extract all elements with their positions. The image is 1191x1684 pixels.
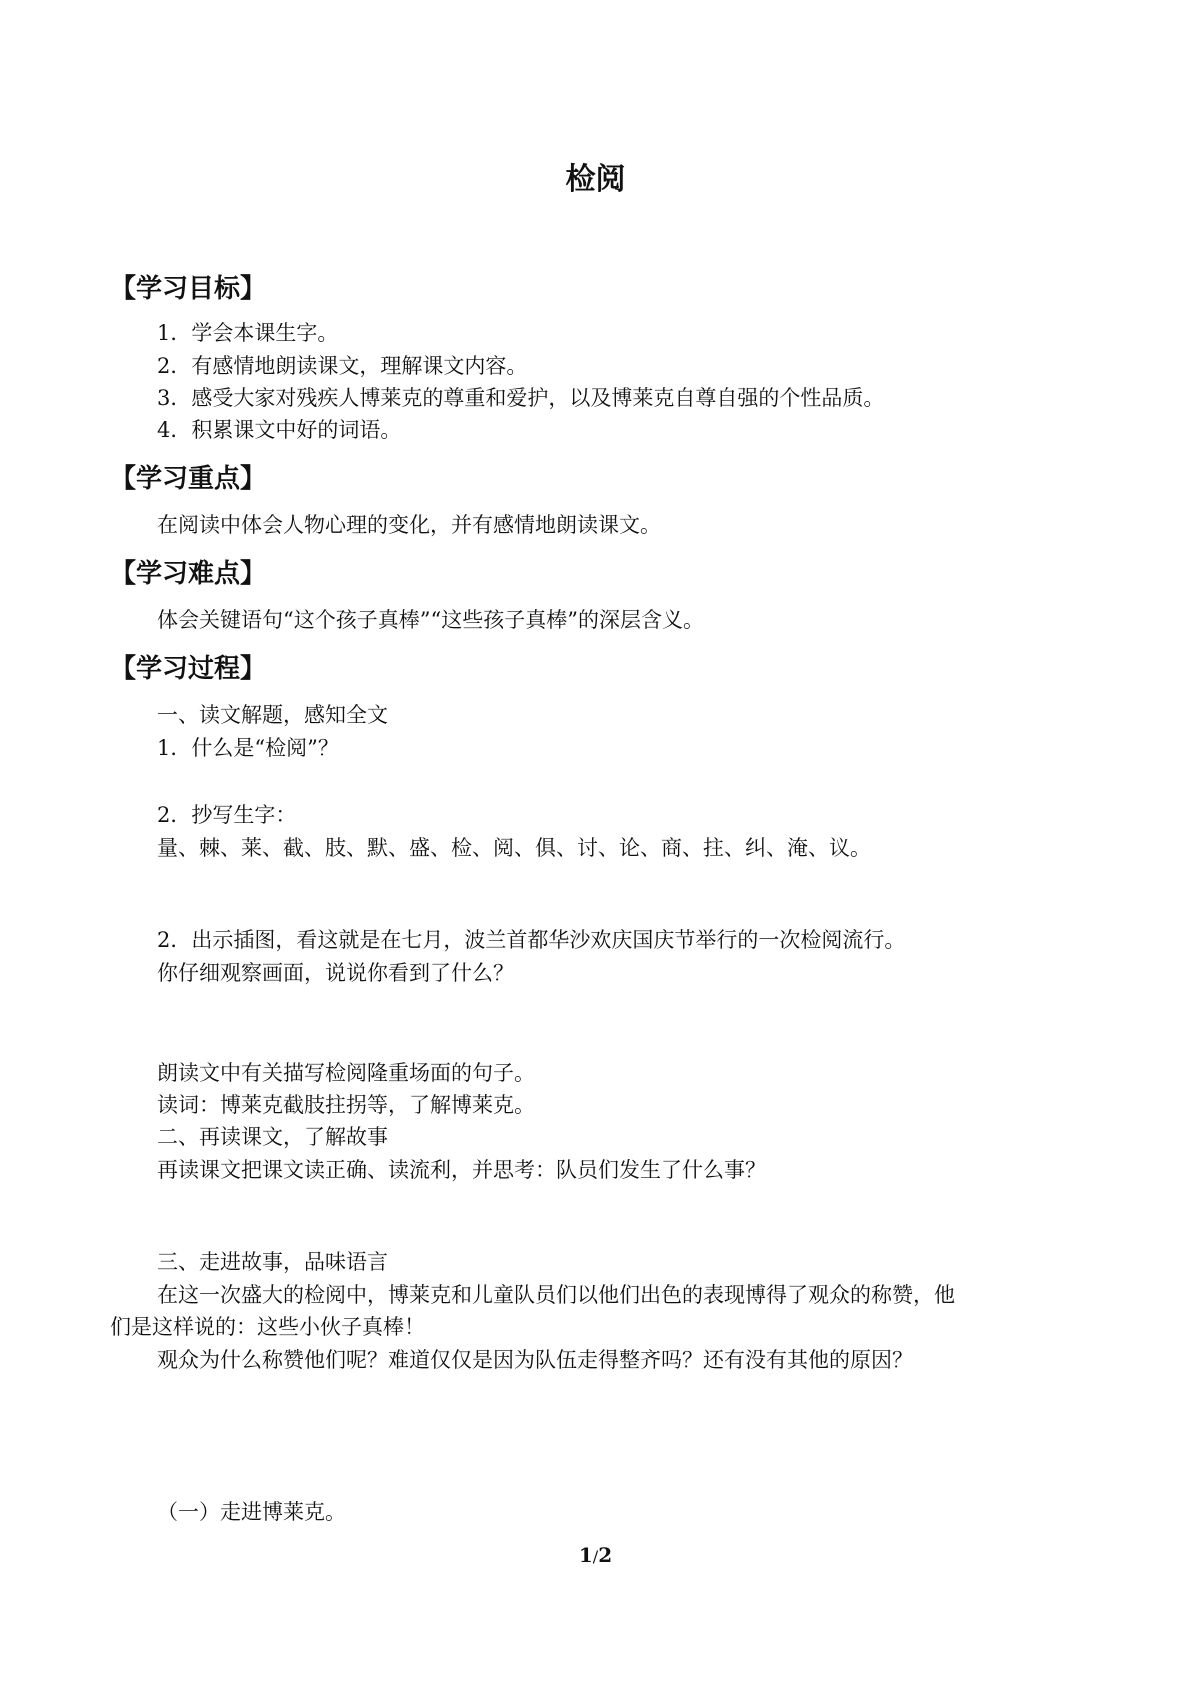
process-line: 朗读文中有关描写检阅隆重场面的句子。 bbox=[157, 1061, 535, 1085]
objective-item-4: 4．积累课文中好的词语。 bbox=[157, 418, 402, 442]
process-line: 2．出示插图，看这就是在七月，波兰首都华沙欢庆国庆节举行的一次检阅流行。 bbox=[157, 928, 906, 952]
key-points-text: 在阅读中体会人物心理的变化，并有感情地朗读课文。 bbox=[157, 513, 661, 537]
process-line: 读词：博莱克截肢拄拐等，了解博莱克。 bbox=[157, 1093, 535, 1117]
process-line: 在这一次盛大的检阅中，博莱克和儿童队员们以他们出色的表现博得了观众的称赞，他 bbox=[157, 1283, 955, 1307]
process-line: 二、再读课文，了解故事 bbox=[157, 1125, 388, 1149]
page-number-separator: / bbox=[592, 1547, 599, 1566]
process-line: 一、读文解题，感知全文 bbox=[157, 703, 388, 727]
process-line: 观众为什么称赞他们呢？难道仅仅是因为队伍走得整齐吗？还有没有其他的原因？ bbox=[157, 1348, 913, 1372]
page-number-total: 2 bbox=[598, 1543, 613, 1567]
difficulties-text: 体会关键语句“这个孩子真棒”“这些孩子真棒”的深层含义。 bbox=[157, 608, 704, 632]
process-line: 1．什么是“检阅”？ bbox=[157, 736, 339, 760]
objective-item-2: 2．有感情地朗读课文，理解课文内容。 bbox=[157, 354, 528, 378]
process-line: 你仔细观察画面，说说你看到了什么？ bbox=[157, 961, 514, 985]
objective-item-1: 1．学会本课生字。 bbox=[157, 321, 339, 345]
section-heading-process: 【学习过程】 bbox=[110, 654, 267, 684]
process-line: 量、棘、莱、截、肢、默、盛、检、阅、俱、讨、论、商、拄、纠、淹、议。 bbox=[157, 836, 871, 860]
process-line: 三、走进故事，品味语言 bbox=[157, 1250, 388, 1274]
section-heading-objectives: 【学习目标】 bbox=[110, 274, 267, 304]
process-line: 再读课文把课文读正确、读流利，并思考：队员们发生了什么事？ bbox=[157, 1158, 766, 1182]
page-number-current: 1 bbox=[578, 1543, 593, 1567]
section-heading-key-points: 【学习重点】 bbox=[110, 464, 267, 494]
objective-item-3: 3．感受大家对残疾人博莱克的尊重和爱护，以及博莱克自尊自强的个性品质。 bbox=[157, 386, 885, 410]
process-line: 们是这样说的：这些小伙子真棒！ bbox=[110, 1315, 425, 1339]
section-heading-difficulties: 【学习难点】 bbox=[110, 559, 267, 589]
process-line: 2．抄写生字： bbox=[157, 803, 297, 827]
process-line: （一）走进博莱克。 bbox=[157, 1500, 346, 1524]
page-title: 检阅 bbox=[565, 162, 626, 197]
page-number bbox=[0, 1541, 1191, 1571]
